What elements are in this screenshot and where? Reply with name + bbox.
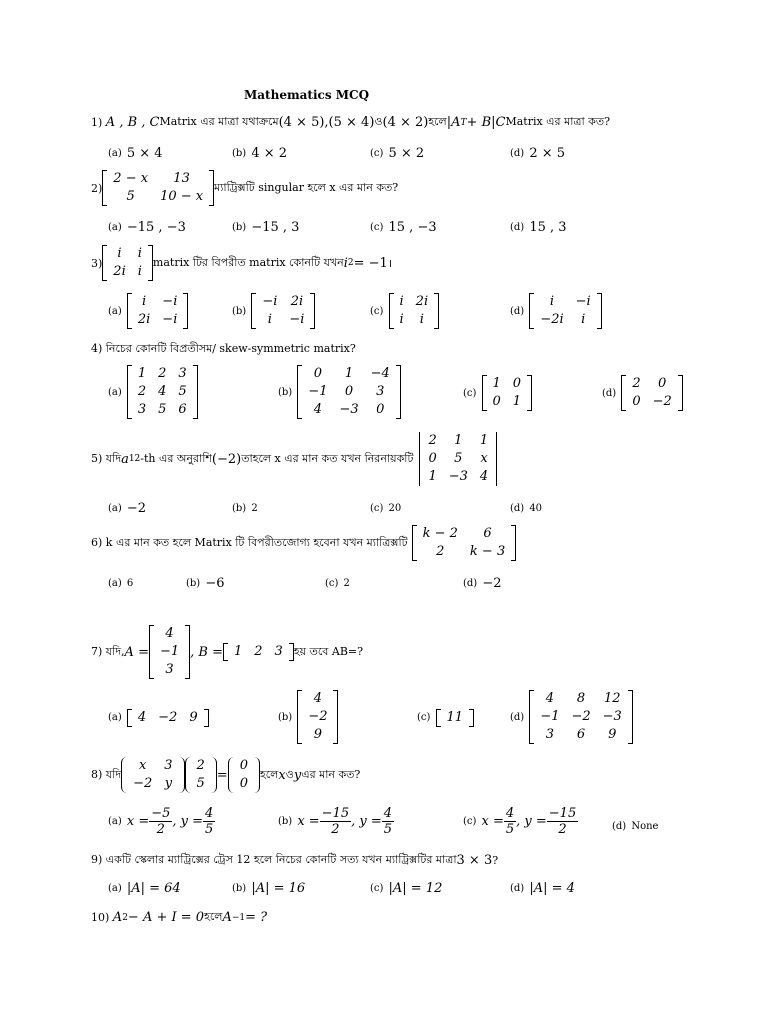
q2-text: ম্যাট্রিক্সটি singular হলে x এর মান কত? (214, 180, 399, 194)
q1-text-1: Matrix এর মাত্রা যথাক্রমে (159, 115, 279, 128)
q6-text: 6) k এর মান কত হলে Matrix টি বিপরীতজোগ্য হবেনা যখন ম্যাত্রিক্সটি (91, 535, 408, 549)
q3-eq2: = −1 (353, 255, 388, 271)
q5-option-a[interactable]: (a) −2 (108, 501, 147, 516)
q7-a-label: A = (124, 644, 149, 660)
question-5 (91, 432, 499, 486)
q5-option-c[interactable]: (c) 20 (370, 503, 402, 514)
q7-text-2: হয় তবে AB=? (293, 644, 364, 658)
q3-option-d[interactable]: (d) i −i −2i i (510, 293, 602, 329)
q8-and: ও (285, 767, 294, 781)
q5-text-1: 5) যদি (91, 451, 122, 465)
question-3 (91, 245, 392, 281)
q2-number: 2) (91, 181, 103, 195)
q7-option-a[interactable]: (a) 4 −2 9 (108, 708, 209, 727)
q1-option-c[interactable]: (c) 5 × 2 (370, 146, 425, 161)
q1-sup: T (460, 117, 467, 128)
q1-number: 1) (91, 116, 103, 129)
q7-matrix-a: 4 −1 3 (149, 625, 190, 679)
q1-expr: A (451, 115, 461, 130)
q7-text-1: 7) যদি, (91, 644, 125, 658)
q8-matrix-3: 0 0 (228, 757, 260, 793)
question-6 (91, 525, 516, 561)
q8-matrix-1: x 3 −2 y (121, 757, 184, 793)
q5-text-2: -th এর অনুরাশি (140, 451, 212, 465)
q8-y: y (293, 767, 302, 783)
q6-matrix: k − 2 6 2 k − 3 (412, 525, 517, 561)
q8-option-a[interactable]: (a) x = $\frac{-5}{2}$ , y = $\frac{4}{5}$ (108, 806, 214, 837)
q10-e2: − A + I = 0 (127, 910, 205, 925)
q3-text: matrix টির বিপরীত matrix কোনটি যখন (152, 255, 344, 269)
q1-text-3: Matrix এর মাত্রা কত? (505, 115, 611, 128)
question-8 (91, 757, 360, 793)
q1-dim-3: (4 × 2) (382, 115, 429, 130)
q9-dim: 3 × 3 (456, 853, 493, 868)
q1-expr2: + B (466, 115, 492, 130)
q7-option-d[interactable]: (d) 4 8 12 −1 −2 −3 3 6 9 (510, 690, 633, 744)
q5-val: (−2) (211, 451, 242, 467)
q6-option-c[interactable]: (c) 2 (325, 578, 350, 589)
q6-option-b[interactable]: (b) −6 (186, 576, 225, 591)
q1-text-2: হলে (428, 115, 447, 128)
q10-number: 10) (91, 911, 110, 924)
q9-text: 9) একটি স্কেলার ম্যাট্রিক্সের ট্রেস 12 হলে নিচের কোনটি সত্য যখন ম্যাট্রিক্সটির মাত্রা (91, 853, 457, 866)
q3-option-c[interactable]: (c) i 2i i i (370, 293, 439, 329)
q1-option-d[interactable]: (d) 2 × 5 (510, 146, 566, 161)
q9-option-c[interactable]: (c) |A| = 12 (370, 881, 443, 896)
q9-text-2: ? (492, 854, 499, 867)
q7-b-label: , B = (190, 644, 223, 660)
q7-option-c[interactable]: (c) 11 (417, 708, 474, 727)
question-2 (91, 170, 398, 206)
q1-option-b[interactable]: (b) 4 × 2 (232, 146, 288, 161)
q1-dim-2: (5 × 4) (328, 115, 375, 130)
q2-option-d[interactable]: (d) 15 , 3 (510, 220, 567, 235)
q2-option-a[interactable]: (a) −15 , −3 (108, 220, 186, 235)
q8-text-2: হলে (259, 767, 279, 781)
q4-option-c[interactable]: (c) 1 0 0 1 (463, 375, 532, 411)
q3-sup: 2 (347, 258, 354, 268)
q8-text-1: 8) যদি (91, 767, 122, 781)
q10-e3: A (222, 910, 232, 925)
q3-option-b[interactable]: (b) −i 2i i −i (232, 293, 315, 329)
q3-option-a[interactable]: (a) i −i 2i −i (108, 293, 188, 329)
q3-number: 3) (91, 256, 103, 270)
q4-option-a[interactable]: (a) 1 2 3 2 4 5 3 5 6 (108, 365, 198, 419)
q8-x: x (278, 767, 286, 783)
q9-option-a[interactable]: (a) |A| = 64 (108, 881, 181, 896)
question-4: 4) নিচের কোনটি বিপ্রতীসম/ skew-symmetric matrix? (91, 342, 356, 355)
q10-text: হলে (204, 910, 223, 923)
q10-s1: 2 (122, 912, 128, 923)
q5-determinant: 2 1 1 0 5 x 1 −3 4 (417, 432, 499, 486)
q2-option-b[interactable]: (b) −15 , 3 (232, 220, 300, 235)
q7-matrix-b: 1 2 3 (223, 643, 294, 661)
q8-option-d[interactable]: (d) None (612, 821, 659, 832)
q2-matrix: 2 − x 13 5 10 − x (102, 170, 214, 206)
question-9 (91, 851, 498, 870)
q8-text-3: এর মান কত? (301, 767, 361, 781)
q1-vars: A , B , C (105, 115, 160, 130)
q3-text-2: । (387, 256, 393, 270)
question-1: 1) A , B , C Matrix এর মাত্রা যথাক্রমে (4 × 5) , (5 × 4) ও (4 × 2) হলে | A T + B | C Matrix এর মাত্রা কত? (91, 115, 611, 130)
question-7 (91, 625, 363, 679)
q8-option-c[interactable]: (c) x = $\frac{4}{5}$ , y = $\frac{-15}{2}$ (463, 806, 577, 837)
q9-option-b[interactable]: (b) |A| = 16 (232, 881, 306, 896)
q3-matrix: i i 2i i (102, 245, 153, 281)
q1-expr3: C (495, 115, 506, 130)
q10-e1: A (112, 910, 123, 925)
q8-matrix-2: 2 5 (185, 757, 217, 793)
q5-text-3: তাহলে x এর মান কত যখন নিরনায়কটি (241, 451, 414, 465)
question-10 (91, 908, 267, 927)
q1-dim-1: (4 × 5) (278, 115, 325, 130)
q1-option-a[interactable]: (a) 5 × 4 (108, 146, 163, 161)
q4-option-b[interactable]: (b) 0 1 −4 −1 0 3 4 −3 0 (278, 365, 401, 419)
q8-option-b[interactable]: (b) x = $\frac{-15}{2}$ , y = $\frac{4}{5}$ (278, 806, 393, 837)
q2-option-c[interactable]: (c) 15 , −3 (370, 220, 437, 235)
q5-sub: 12 (128, 454, 141, 464)
q4-option-d[interactable]: (d) 2 0 0 −2 (602, 375, 683, 411)
page-title: Mathematics MCQ (244, 88, 370, 102)
q5-option-b[interactable]: (b) 2 (232, 503, 258, 514)
q5-option-d[interactable]: (d) 40 (510, 503, 543, 514)
q1-and: ও (374, 115, 383, 128)
q5-a: a (121, 451, 129, 467)
q9-option-d[interactable]: (d) |A| = 4 (510, 881, 575, 896)
q10-e4: = ? (245, 910, 268, 925)
q6-option-d[interactable]: (d) −2 (463, 576, 502, 591)
q6-option-a[interactable]: (a) 6 (108, 578, 134, 589)
q7-option-b[interactable]: (b) 4 −2 9 (278, 690, 338, 744)
q8-equals: = (216, 767, 228, 783)
q3-eq: i (343, 255, 348, 271)
q10-s2: −1 (231, 912, 246, 923)
